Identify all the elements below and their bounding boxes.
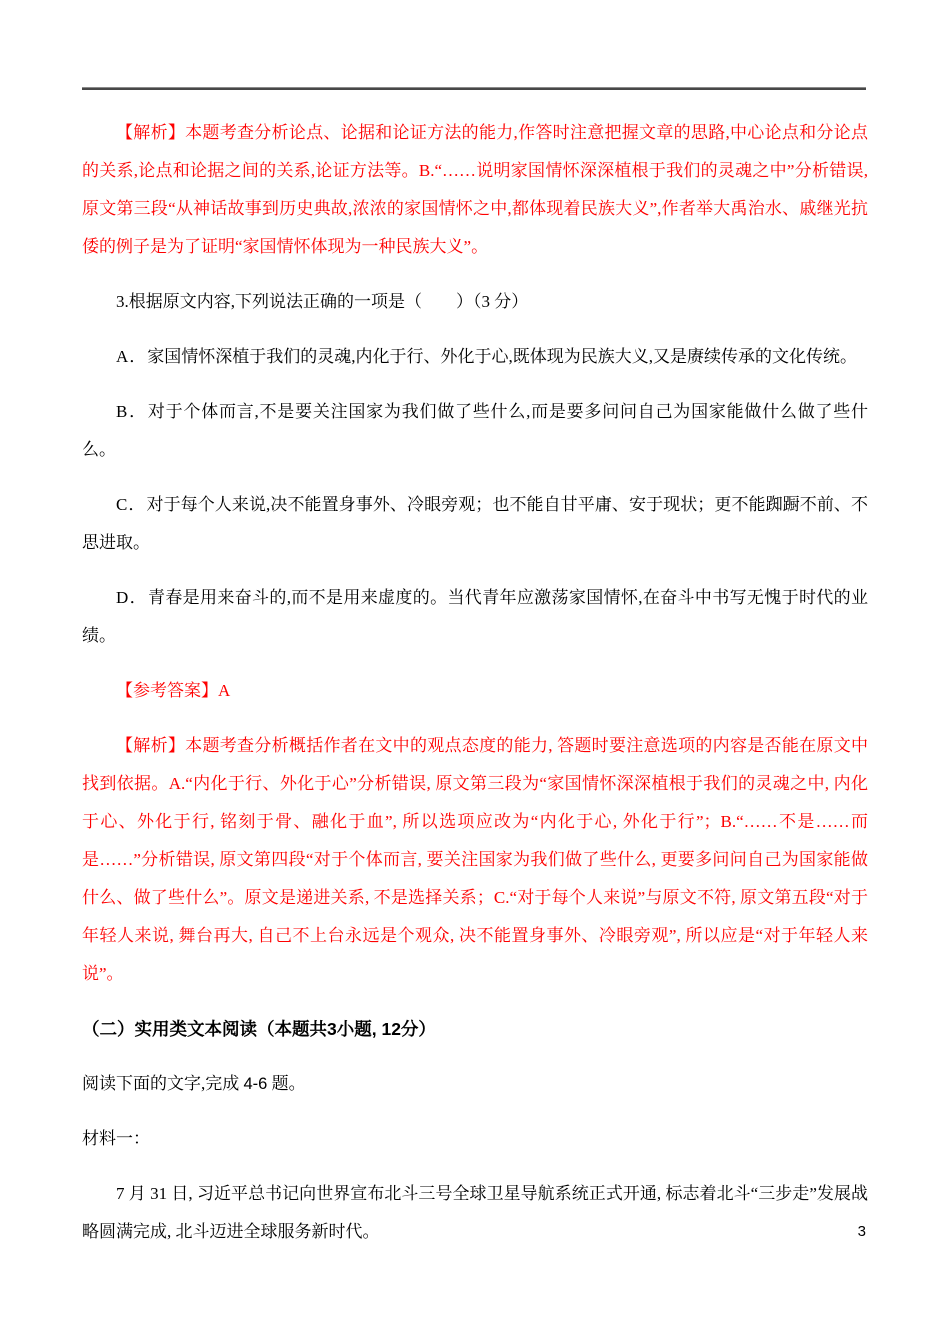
question-3-option-b xyxy=(82,393,868,469)
option-a-letter: A． xyxy=(116,347,148,366)
material-1-label-text: 材料一： xyxy=(82,1129,150,1148)
analysis-text: 本题考查分析论点、论据和论证方法的能力,作答时注意把握文章的思路,中心论点和分论点的关系,论点和论据之间的关系,论证方法等。B.“……说明家国情怀深深植根于我们的灵魂之中”分析错误,原文第三段“从神话故事到历史典故,浓浓的家国情怀之中,都体现着民族大义”,作者举大禹治水、戚继光抗倭的例子是为了证明“家国情怀体现为一种民族大义”。 xyxy=(82,123,869,256)
reading-instruction-suffix: 题。 xyxy=(267,1074,306,1093)
material-1-label xyxy=(82,1120,868,1158)
document-body xyxy=(82,95,868,1268)
question-3-stem xyxy=(82,283,868,321)
analysis-paragraph-q3 xyxy=(82,727,868,993)
question-3-option-a xyxy=(82,338,868,376)
reading-instruction xyxy=(82,1065,868,1103)
question-3-text: 3.根据原文内容,下列说法正确的一项是（ ）（3 分） xyxy=(116,292,529,311)
reading-instruction-prefix: 阅读下面的文字,完成 xyxy=(82,1074,244,1093)
option-d-text: 青春是用来奋斗的,而不是用来虚度的。当代青年应激荡家国情怀,在奋斗中书写无愧于时代的业绩。 xyxy=(82,588,868,645)
section-2-heading xyxy=(82,1010,868,1048)
section-2-heading-text: （二）实用类文本阅读（本题共3小题, 12分） xyxy=(82,1019,436,1039)
reference-answer-value: A xyxy=(218,681,231,700)
reference-answer-label: 【参考答案】 xyxy=(116,681,218,700)
option-b-text: 对于个体而言,不是要关注国家为我们做了些什么,而是要多问问自己为国家能做什么做了些什么。 xyxy=(82,402,869,459)
analysis-paragraph-q2 xyxy=(82,114,868,266)
material-1-paragraph xyxy=(82,1175,868,1251)
analysis-text: 本题考查分析概括作者在文中的观点态度的能力, 答题时要注意选项的内容是否能在原文中找到依据。A.“内化于行、外化于心”分析错误, 原文第三段为“家国情怀深深植根于我们的灵魂之中, 内化于心、外化于行, 铭刻于骨、融化于血”, 所以选项应改为“内化于心, 外化于行”；B.“……不是……而是……”分析错误, 原文第四段“对于个体而言, 要关注国家为我们做了些什么, 更要多问问自己为国家能做什么、做了些什么”。原文是递进关系, 不是选择关系；C.“对于每个人来说”与原文不符, 原文第五段“对于年轻人来说, 舞台再大, 自己不上台永远是个观众, 决不能置身事外、冷眼旁观”, 所以应是“对于年轻人来说”。 xyxy=(82,736,869,983)
option-a-text: 家国情怀深植于我们的灵魂,内化于行、外化于心,既体现为民族大义,又是赓续传承的文化传统。 xyxy=(147,347,858,366)
question-range: 4-6 xyxy=(243,1075,268,1093)
option-d-letter: D． xyxy=(116,588,148,607)
option-b-letter: B． xyxy=(116,402,148,421)
header-divider-rule xyxy=(82,87,866,90)
page-number: 3 xyxy=(857,1223,866,1240)
question-3-option-d xyxy=(82,579,868,655)
material-1-text: 7 月 31 日, 习近平总书记向世界宣布北斗三号全球卫星导航系统正式开通, 标志着北斗“三步走”发展战略圆满完成, 北斗迈进全球服务新时代。 xyxy=(82,1184,868,1241)
option-c-letter: C． xyxy=(116,495,147,514)
analysis-label: 【解析】 xyxy=(116,736,186,755)
option-c-text: 对于每个人来说,决不能置身事外、冷眼旁观；也不能自甘平庸、安于现状；更不能踟蹰不前、不思进取。 xyxy=(82,495,868,552)
question-3-option-c xyxy=(82,486,868,562)
analysis-label: 【解析】 xyxy=(116,123,186,142)
reference-answer xyxy=(82,672,868,710)
